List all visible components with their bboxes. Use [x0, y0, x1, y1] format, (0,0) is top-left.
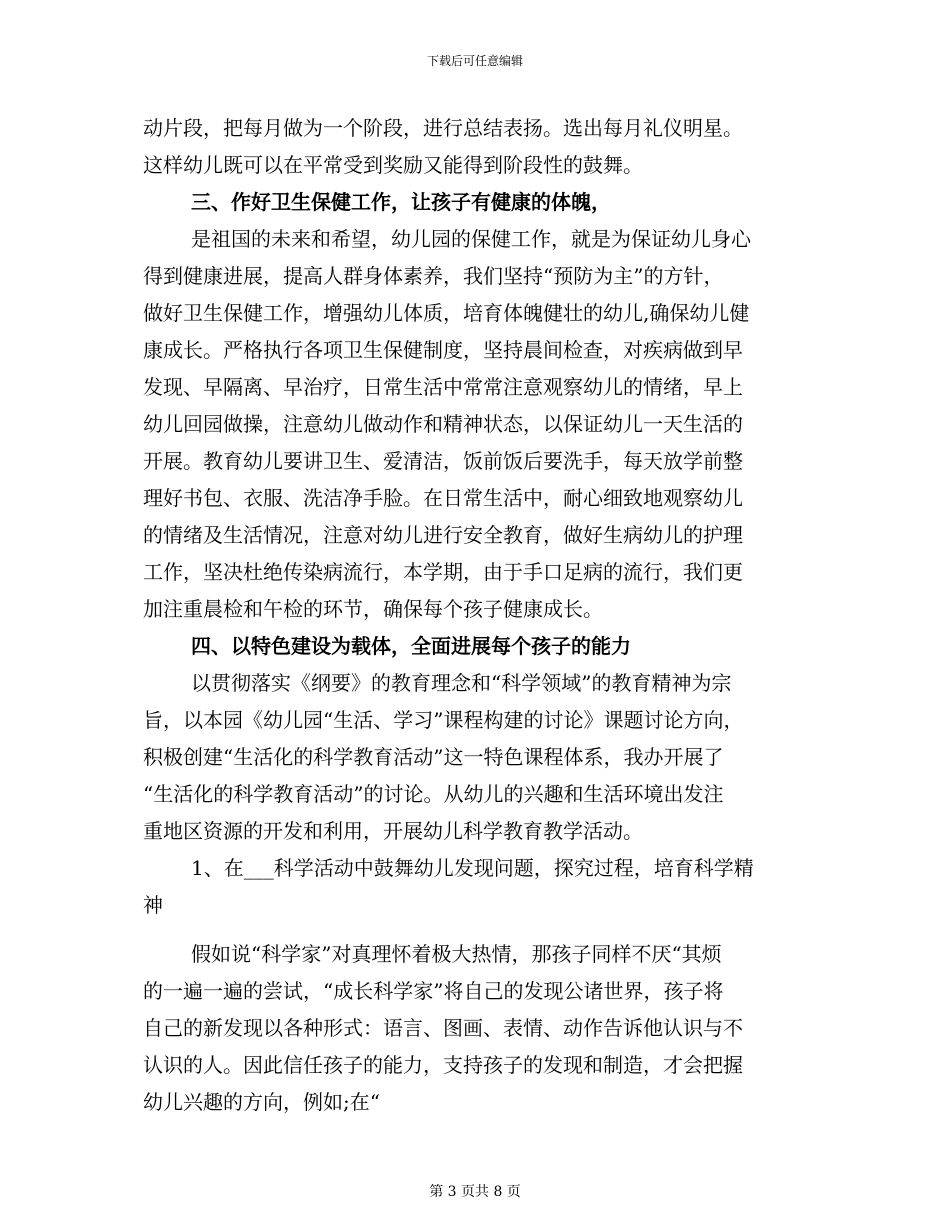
text-line: 动片段，把每月做为一个阶段，进行总结表扬。选出每月礼仪明星。 [143, 116, 743, 140]
text-line: 得到健康进展，提高人群身体素养，我们坚持“预防为主”的方针， [143, 264, 724, 288]
text-line: 积极创建“生活化的科学教育活动”这一特色课程体系，我办开展了 [143, 745, 724, 769]
page-footer: 第 3 页共 8 页 [429, 1184, 521, 1200]
text-line: 幼儿回园做操，注意幼儿做动作和精神状态，以保证幼儿一天生活的 [143, 412, 743, 436]
document-body [143, 110, 807, 1121]
text-line: 假如说“科学家”对真理怀着极大热情，那孩子同样不厌“其烦 [191, 942, 722, 966]
text-line: 神 [143, 893, 163, 917]
text-line: 康成长。严格执行各项卫生保健制度，坚持晨间检查，对疾病做到早 [143, 338, 743, 362]
text-line: 做好卫生保健工作，增强幼儿体质，培育体魄健壮的幼儿,确保幼儿健 [143, 301, 750, 325]
text-line: 重地区资源的开发和利用，开展幼儿科学教育教学活动。 [143, 819, 643, 843]
text-line: 加注重晨检和午检的环节，确保每个孩子健康成长。 [143, 597, 603, 621]
text-line: 发现、早隔离、早治疗，日常生活中常常注意观察幼儿的情绪，早上 [143, 375, 743, 399]
section-heading: 四、以特色建设为载体，全面进展每个孩子的能力 [191, 634, 631, 658]
text-line: 这样幼儿既可以在平常受到奖励又能得到阶段性的鼓舞。 [143, 153, 643, 177]
page-header: 下载后可任意编辑 [426, 54, 523, 68]
text-line: 理好书包、衣服、洗洁净手脸。在日常生活中，耐心细致地观察幼儿 [143, 486, 743, 510]
text-line: 是祖国的未来和希望，幼儿园的保健工作，就是为保证幼儿身心 [191, 227, 751, 251]
text-line: 旨，以本园《幼儿园“生活、学习”课程构建的讨论》课题讨论方向， [143, 708, 744, 732]
text-line: 自己的新发现以各种形式：语言、图画、表情、动作告诉他认识与不 [143, 1016, 743, 1040]
text-line: 1、在___科学活动中鼓舞幼儿发现问题，探究过程，培育科学精 [191, 856, 754, 880]
text-line: 开展。教育幼儿要讲卫生、爱清洁，饭前饭后要洗手，每天放学前整 [143, 449, 743, 473]
text-line: 幼儿兴趣的方向，例如;在“ [143, 1090, 380, 1114]
section-heading: 三、作好卫生保健工作，让孩子有健康的体魄， [191, 190, 611, 214]
text-line: 以贯彻落实《纲要》的教育理念和“科学领域”的教育精神为宗 [191, 671, 732, 695]
text-line: 认识的人。因此信任孩子的能力，支持孩子的发现和制造，才会把握 [143, 1053, 743, 1077]
paragraph-gap [143, 924, 807, 936]
text-line: 的一遍一遍的尝试，“成长科学家”将自己的发现公诸世界，孩子将 [143, 979, 724, 1003]
text-line: 工作，坚决杜绝传染病流行，本学期，由于手口足病的流行，我们更 [143, 560, 743, 584]
text-line: “生活化的科学教育活动”的讨论。从幼儿的兴趣和生活环境出发注 [143, 782, 724, 806]
text-line: 的情绪及生活情况，注意对幼儿进行安全教育，做好生病幼儿的护理 [143, 523, 743, 547]
